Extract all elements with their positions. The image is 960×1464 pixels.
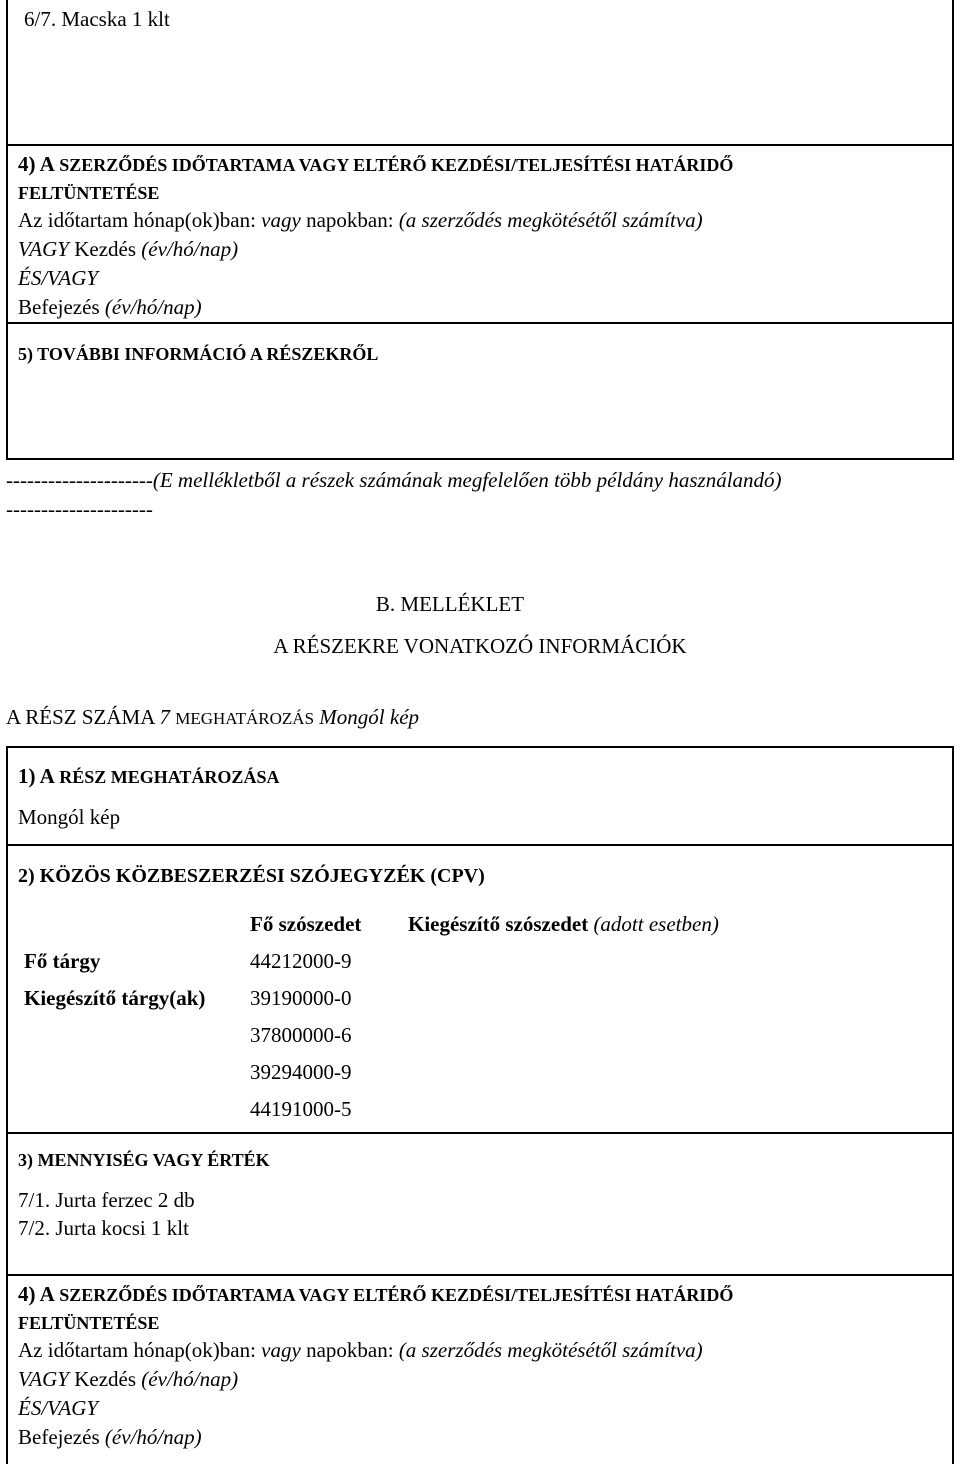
- cpv-supp-row: [24, 1091, 719, 1128]
- duration-section-box: [6, 144, 954, 324]
- cpv-section-box: [6, 844, 954, 1134]
- cpv-main-object-label: Fő tárgy: [24, 949, 101, 973]
- cpv-supp-row: [24, 1054, 719, 1091]
- duration-text: Az időtartam hónap(ok)ban: vagy napokban: (a szerződés megkötésétől számítva): [18, 1338, 703, 1362]
- separator-note: [6, 466, 782, 524]
- further-info-heading: 5) TOVÁBBI INFORMÁCIÓ A RÉSZEKRŐL: [18, 344, 379, 364]
- duration-section-2: [18, 1280, 733, 1452]
- duration-section: [18, 150, 733, 322]
- quantity-list: [18, 1186, 195, 1242]
- part-number: 7: [159, 705, 170, 729]
- cpv-main-code: 44212000-9: [250, 949, 352, 973]
- cpv-table: [24, 906, 719, 1128]
- separator-dashes-line2: ---------------------: [6, 497, 153, 521]
- cpv-main-row: [24, 943, 719, 980]
- part-definition-text: Mongól kép: [18, 805, 121, 829]
- separator-note-text: (E mellékletből a részek számának megfelelően több példány használandó): [152, 468, 782, 492]
- annex-title: B. MELLÉKLET: [375, 592, 525, 616]
- quantity-item: 7/1. Jurta ferzec 2 db: [18, 1188, 195, 1212]
- cpv-supp-code: 39190000-0: [250, 986, 352, 1010]
- cpv-supp-code: 44191000-5: [250, 1097, 352, 1121]
- cpv-heading: 2) KÖZÖS KÖZBESZERZÉSI SZÓJEGYZÉK (CPV): [18, 865, 485, 887]
- and-or-text: ÉS/VAGY: [18, 266, 99, 290]
- duration-heading-line2: FELTÜNTETÉSE: [18, 183, 160, 203]
- top-section-box: [6, 0, 954, 146]
- duration-heading-line1: 4) A SZERZŐDÉS IDŐTARTAMA VAGY ELTÉRŐ KEZDÉSI/TELJESÍTÉSI HATÁRIDŐ: [18, 152, 734, 176]
- duration-text: Az időtartam hónap(ok)ban: vagy napokban: (a szerződés megkötésétől számítva): [18, 208, 703, 232]
- part-definition-section-box: [6, 746, 954, 846]
- cpv-supp-row: [24, 1017, 719, 1054]
- part-definition-heading: 1) A RÉSZ MEGHATÁROZÁSA: [18, 764, 280, 788]
- separator-dashes: ---------------------: [6, 468, 153, 492]
- cpv-main-vocab-header: Fő szószedet: [250, 912, 362, 936]
- quantity-heading: 3) MENNYISÉG VAGY ÉRTÉK: [18, 1150, 270, 1170]
- and-or-text: ÉS/VAGY: [18, 1396, 99, 1420]
- part-definition-label: MEGHATÁROZÁS: [175, 709, 315, 728]
- quantity-item: 7/2. Jurta kocsi 1 klt: [18, 1216, 189, 1240]
- cpv-supp-code: 39294000-9: [250, 1060, 352, 1084]
- cpv-supp-row: [24, 980, 719, 1017]
- cpv-supp-object-label: Kiegészítő tárgy(ak): [24, 986, 206, 1010]
- end-date-text: Befejezés (év/hó/nap): [18, 295, 202, 319]
- duration-heading-line2: FELTÜNTETÉSE: [18, 1313, 160, 1333]
- duration-section-box-2: [6, 1274, 954, 1464]
- start-date-text: VAGY Kezdés (év/hó/nap): [18, 237, 239, 261]
- quantity-section-box: [6, 1132, 954, 1276]
- top-line: 6/7. Macska 1 klt: [24, 7, 170, 31]
- part-definition-value: Mongól kép: [319, 705, 420, 729]
- cpv-supp-vocab-header: Kiegészítő szószedet (adott esetben): [408, 912, 719, 936]
- duration-heading-line1: 4) A SZERZŐDÉS IDŐTARTAMA VAGY ELTÉRŐ KEZDÉSI/TELJESÍTÉSI HATÁRIDŐ: [18, 1282, 734, 1306]
- cpv-header-row: [24, 906, 719, 943]
- part-line: [6, 703, 419, 733]
- annex-subtitle: A RÉSZEKRE VONATKOZÓ INFORMÁCIÓK: [273, 634, 687, 658]
- further-info-section-box: [6, 322, 954, 460]
- start-date-text: VAGY Kezdés (év/hó/nap): [18, 1367, 239, 1391]
- part-number-label: A RÉSZ SZÁMA: [6, 705, 155, 729]
- cpv-supp-code: 37800000-6: [250, 1023, 352, 1047]
- end-date-text: Befejezés (év/hó/nap): [18, 1425, 202, 1449]
